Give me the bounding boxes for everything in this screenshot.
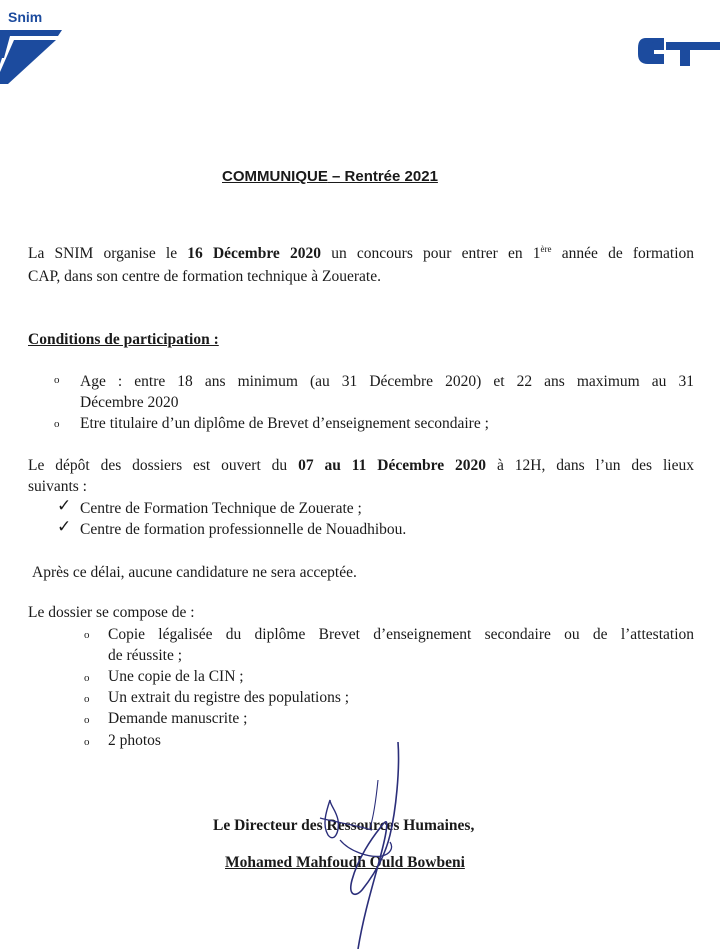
dossier-item-brevet-line1: Copie légalisée du diplôme Brevet d’enseignement secondaire ou de l’attestation — [108, 626, 694, 643]
intro-text2: un concours pour entrer en 1 — [321, 245, 541, 262]
depot-dates: 07 au 11 Décembre 2020 — [298, 457, 487, 474]
dossier-item-brevet-line2: de réussite ; — [108, 647, 183, 664]
bullet-icon: o — [84, 629, 90, 641]
bullet-icon: o — [54, 418, 60, 430]
depot-place-zouerate: Centre de Formation Technique de Zouerate ; — [80, 500, 362, 517]
ct-logo-mark — [636, 30, 720, 70]
intro-line1 — [28, 243, 694, 264]
bullet-icon: o — [84, 672, 90, 684]
dossier-item-demande: Demande manuscrite ; — [108, 710, 248, 727]
condition-item-diploma: Etre titulaire d’un diplôme de Brevet d’enseignement secondaire ; — [80, 415, 489, 432]
title-part1: COMMUNIQUE — [222, 168, 328, 185]
intro-line2: CAP, dans son centre de formation technique à Zouerate. — [28, 268, 381, 285]
conditions-heading: Conditions de participation : — [28, 331, 219, 348]
snim-logo — [0, 0, 70, 90]
depot-text2: à 12H, dans l’un des lieux — [486, 457, 694, 474]
signatory-title: Le Directeur des Ressources Humaines, — [213, 817, 475, 834]
deadline-notice: Après ce délai, aucune candidature ne sera acceptée. — [32, 564, 357, 581]
title-part2: Rentrée 2021 — [344, 168, 438, 185]
intro-date: 16 Décembre 2020 — [187, 245, 322, 262]
bullet-icon: o — [54, 374, 60, 386]
dossier-heading: Le dossier se compose de : — [28, 604, 195, 621]
depot-line1 — [28, 455, 694, 476]
page-title — [222, 168, 438, 185]
checkmark-icon: ✓ — [57, 517, 72, 536]
title-dash: – — [327, 168, 345, 185]
depot-line2: suivants : — [28, 478, 87, 495]
checkmark-icon: ✓ — [57, 496, 72, 515]
dossier-item-registre: Un extrait du registre des populations ; — [108, 689, 350, 706]
intro-sup: ère — [540, 243, 552, 254]
intro-text1: La SNIM organise le — [28, 245, 188, 262]
signatory-name: Mohamed Mahfoudh Ould Bowbeni — [225, 854, 465, 871]
snim-logo-mark — [0, 28, 66, 88]
bullet-icon: o — [84, 736, 90, 748]
snim-logo-text: Snim — [8, 9, 43, 25]
dossier-item-photos: 2 photos — [108, 732, 161, 749]
handwritten-signature — [300, 740, 430, 949]
dossier-item-cin: Une copie de la CIN ; — [108, 668, 244, 685]
ct-logo — [636, 30, 720, 70]
intro-text3: année de formation — [551, 245, 695, 262]
bullet-icon: o — [84, 714, 90, 726]
bullet-icon: o — [84, 693, 90, 705]
condition-item-age-line2: Décembre 2020 — [80, 394, 179, 411]
condition-item-age-line1: Age : entre 18 ans minimum (au 31 Décembre 2020) et 22 ans maximum au 31 — [80, 373, 694, 390]
depot-text1: Le dépôt des dossiers est ouvert du — [28, 457, 299, 474]
depot-place-nouadhibou: Centre de formation professionnelle de Nouadhibou. — [80, 521, 407, 538]
